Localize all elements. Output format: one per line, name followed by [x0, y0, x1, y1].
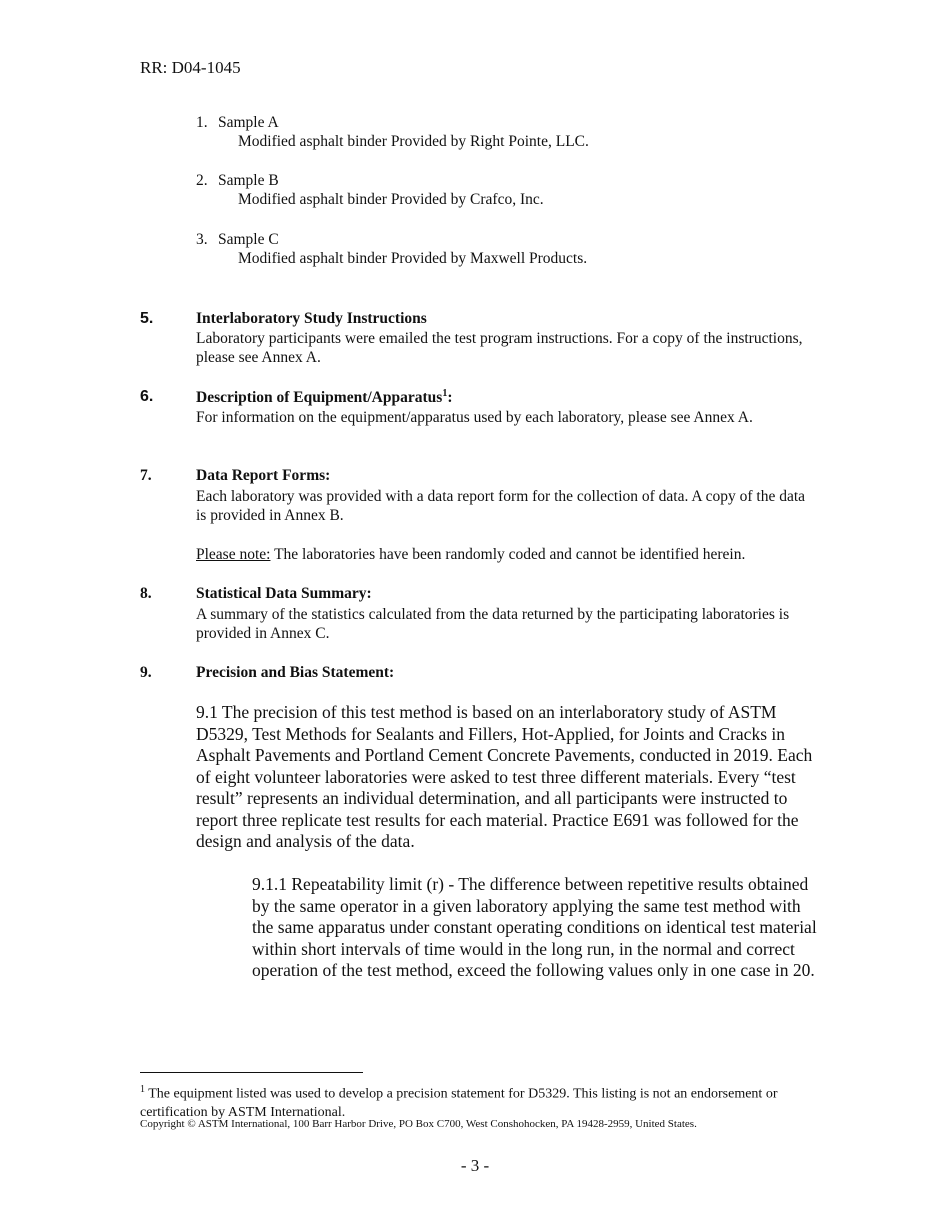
section-title: Data Report Forms:	[196, 467, 331, 484]
section-title: Interlaboratory Study Instructions	[196, 310, 427, 327]
repeatability-paragraph: 9.1.1 Repeatability limit (r) - The difference between repetitive results obtained by the same operator in a given laboratory applying the same test method with the same apparatus under constant operating conditions on identical test material within short intervals of time would in the long run, in the normal and correct operation of the test method, exceed the following values only in one case in 20.	[252, 874, 817, 980]
section-number: 9.	[140, 664, 152, 681]
sample-name: Sample C	[218, 231, 279, 248]
section-number: 6.	[140, 388, 154, 405]
section-number: 7.	[140, 467, 152, 484]
section-body: Laboratory participants were emailed the test program instructions. For a copy of the instructions, please see Annex A.	[196, 330, 803, 366]
section-title: Precision and Bias Statement:	[196, 664, 395, 681]
sample-name: Sample A	[218, 114, 279, 131]
section-body: Each laboratory was provided with a data report form for the collection of data. A copy of the data is provided in Annex B.	[196, 488, 806, 524]
report-id-header: RR: D04-1045	[140, 58, 241, 77]
footnote: $^1$ The equipment listed was used to develop a precision statement for D5329. This listing is not an endorsement or certification by ASTM International.	[140, 1084, 778, 1120]
precision-paragraph: 9.1 The precision of this test method is based on an interlaboratory study of ASTM D5329, Test Methods for Sealants and Fillers, Hot-Applied, for Joints and Cracks in Asphalt Pavements and Portland Cement Concrete Pavements, conducted in 2019. Each of eight volunteer laboratories were asked to test three different materials. Every “test result” represents an individual determination, and all participants were instructed to report three replicate test results for each material. Practice E691 was followed for the design and analysis of the data.	[196, 702, 813, 851]
section-body: For information on the equipment/apparatus used by each laboratory, please see Annex A.	[196, 409, 753, 426]
sample-number: 3.	[196, 231, 208, 248]
sample-description: Modified asphalt binder Provided by Right Pointe, LLC.	[238, 133, 589, 150]
sample-name: Sample B	[218, 172, 279, 189]
sample-description: Modified asphalt binder Provided by Maxwell Products.	[238, 250, 588, 267]
section-title: Description of Equipment/Apparatus$^1$:	[196, 388, 453, 407]
copyright-notice: Copyright © ASTM International, 100 Barr Harbor Drive, PO Box C700, West Conshohocken, PA 19428-2959, United States.	[140, 1118, 697, 1130]
section-body: A summary of the statistics calculated from the data returned by the participating laboratories is provided in Annex C.	[196, 606, 790, 642]
footnote-divider	[140, 1072, 363, 1073]
sample-description: Modified asphalt binder Provided by Crafco, Inc.	[238, 191, 544, 208]
section-number: 5.	[140, 310, 154, 327]
section-note: Please note: The laboratories have been randomly coded and cannot be identified herein.	[196, 546, 746, 563]
footnote-ref: 1	[442, 388, 448, 399]
note-label: Please note:	[196, 546, 271, 563]
section-number: 8.	[140, 585, 152, 602]
sample-number: 1.	[196, 114, 208, 131]
sample-number: 2.	[196, 172, 208, 189]
page-number: - 3 -	[460, 1156, 490, 1175]
section-title: Statistical Data Summary:	[196, 585, 372, 602]
